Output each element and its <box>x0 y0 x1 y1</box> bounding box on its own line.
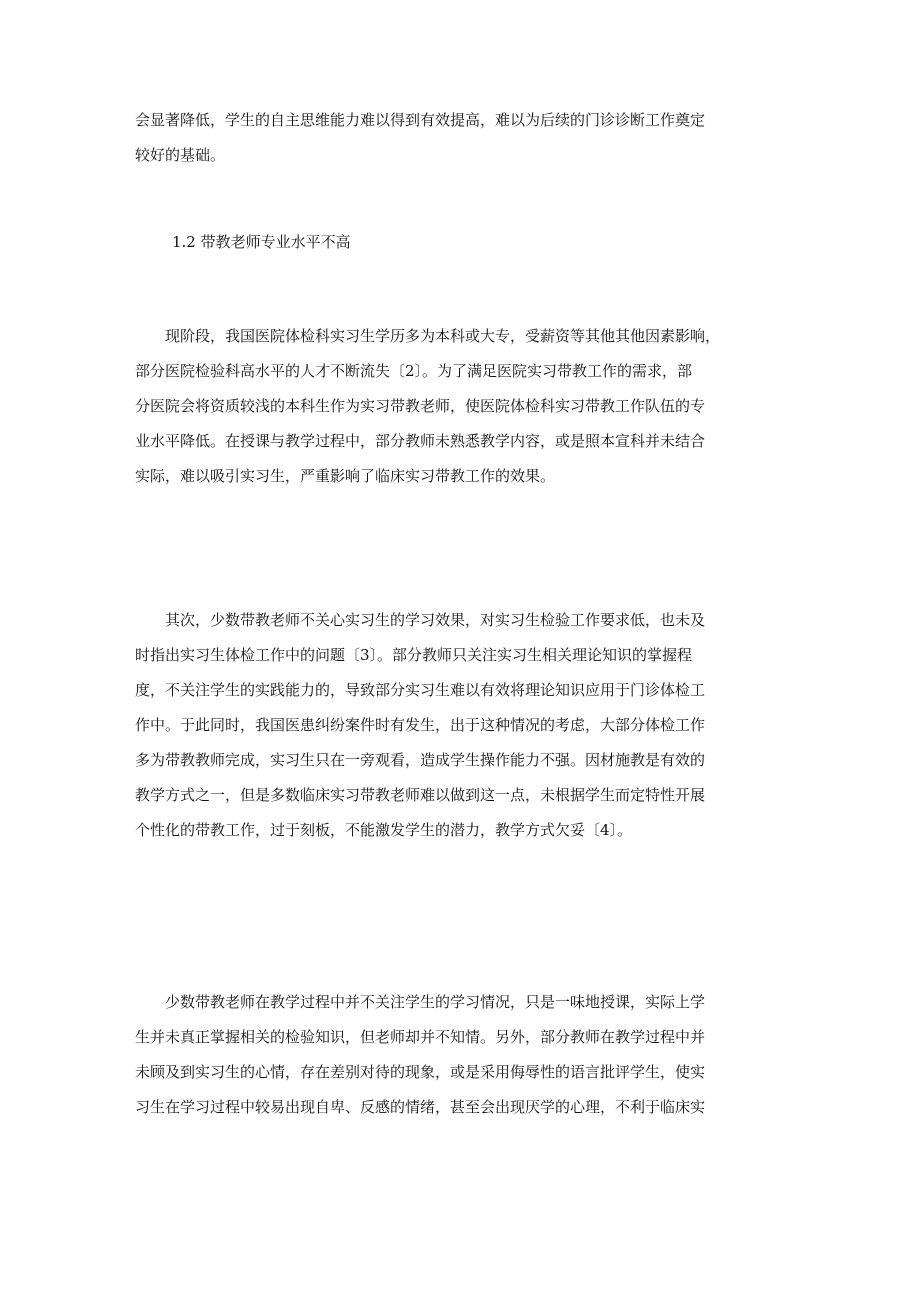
text-line: 习生在学习过程中较易出现自卑、反感的情绪，甚至会出现厌学的心理，不利于临床实 <box>135 1098 706 1116</box>
paragraph-teaching-attention <box>135 985 785 1125</box>
text-line: 实际，难以吸引实习生，严重影响了临床实习带教工作的效果。 <box>135 467 556 485</box>
text-line: 生并未真正掌握相关的检验知识，但老师却并不知情。另外，部分教师在教学过程中并 <box>135 1028 706 1046</box>
paragraph-secondly <box>135 603 785 848</box>
section-heading: 1.2 带教老师专业水平不高 <box>172 233 351 251</box>
paragraph-continuation <box>135 103 785 173</box>
text-line: 现阶段，我国医院体检科实习生学历多为本科或大专，受薪资等其他其他因素影响， <box>135 327 721 345</box>
text-line: 分医院会将资质较浅的本科生作为实习带教老师，使医院体检科实习带教工作队伍的专 <box>135 397 706 415</box>
text-line: 多为带教教师完成，实习生只在一旁观看，造成学生操作能力不强。因材施教是有效的 <box>135 751 706 769</box>
text-line: 部分医院检验科高水平的人才不断流失〔2〕。为了满足医院实习带教工作的需求，部 <box>135 362 693 380</box>
text-line: 个性化的带教工作，过于刻板，不能激发学生的潜力，教学方式欠妥〔4〕。 <box>135 821 633 839</box>
text-line: 会显著降低，学生的自主思维能力难以得到有效提高，难以为后续的门诊诊断工作奠定 <box>135 111 706 129</box>
text-line: 少数带教老师在教学过程中并不关注学生的学习情况，只是一味地授课，实际上学 <box>135 993 706 1011</box>
text-line: 未顾及到实习生的心情，存在差别对待的现象，或是采用侮辱性的语言批评学生，使实 <box>135 1063 706 1081</box>
text-line: 作中。于此同时，我国医患纠纷案件时有发生，出于这种情况的考虑，大部分体检工作 <box>135 716 706 734</box>
text-line: 其次，少数带教老师不关心实习生的学习效果，对实习生检验工作要求低，也未及 <box>135 611 706 629</box>
paragraph-current-situation <box>135 319 785 494</box>
text-line: 教学方式之一，但是多数临床实习带教老师难以做到这一点，未根据学生而定特性开展 <box>135 786 706 804</box>
text-line: 较好的基础。 <box>135 146 226 164</box>
text-line: 度，不关注学生的实践能力的，导致部分实习生难以有效将理论知识应用于门诊体检工 <box>135 681 706 699</box>
text-line: 业水平降低。在授课与教学过程中，部分教师未熟悉教学内容，或是照本宣科并未结合 <box>135 432 706 450</box>
text-line: 时指出实习生体检工作中的问题〔3〕。部分教师只关注实习生相关理论知识的掌握程 <box>135 646 693 664</box>
